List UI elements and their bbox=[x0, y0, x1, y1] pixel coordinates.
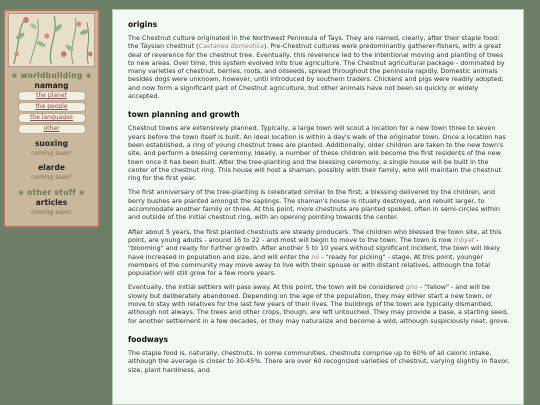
nav-link-the-people[interactable]: the people bbox=[18, 102, 86, 112]
text-span: - "fallow" - and will be slowly but deliberately abandoned. Depending on the age of the population, they may either start a new town, or move to stay with relatives for the last few years of their lives. The buildings of the town are typically dismantled, although not always. The trees and other crops, though, are left untouched. They may provide a base, a starting seed, for another settlement in a few decades, or they may naturalize and become a wild, although suspiciously neat, grove. bbox=[128, 283, 510, 325]
section-heading-town-planning: town planning and growth bbox=[128, 110, 240, 120]
other-stuff-title bbox=[5, 188, 98, 198]
native-term: mbyat bbox=[453, 235, 475, 244]
paragraph bbox=[128, 283, 511, 324]
nav-link-the-planet[interactable]: the planet bbox=[18, 91, 86, 101]
text-span: After about 5 years, the first planted chestnuts are steady producers. The children who blessed the town site, at this point, are young adults - around 16 to 22 - and most will begin to move to the town. The town is now bbox=[128, 227, 502, 244]
text-span: Eventually, the initial settlers will pass away. At this point, the town will be considered bbox=[128, 283, 406, 292]
paragraph: Chestnut towns are extensively planned. Typically, a large town will scout a location for a new town three to seven years before the town itself is built. An ideal location is within a day's walk of the originator town. Once a location has been established, a ring of young chestnut trees are planted. Additionally, older children are taken to the new town's site, and perform a blessing ceremony. Ideally, a number of these children will become the first residents of the new town once it has been built. After the tree-planting and the blessing ceremony, a single house will be built in the center of the chestnut ring. This house will host a shaman, possibly with their family, who will maintain the chestnut ring for the first year. bbox=[128, 124, 506, 183]
paragraph bbox=[128, 228, 511, 278]
text-span: - "blooming" and ready for further growth. After another 5 to 10 years without significant incident, the town will likely have increased in population and size, and will enter the bbox=[128, 235, 500, 261]
section-town-planning bbox=[128, 110, 511, 325]
scientific-name: Castanea domestica bbox=[198, 42, 264, 51]
coming-soon-label: coming soon! bbox=[31, 174, 72, 181]
section-heading-foodways: foodways bbox=[128, 334, 169, 344]
nation-heading: namang bbox=[34, 81, 69, 90]
site-title bbox=[5, 71, 98, 81]
group-heading-suoxing: suoxing bbox=[34, 139, 69, 148]
native-term: gho bbox=[405, 283, 418, 292]
text-span: - "ready for picking" - stage. At this point, younger members of the community may move away to live with their spouse or with distant relatives, although the total population will still grow for a few more years. bbox=[128, 252, 491, 278]
section-origins bbox=[128, 20, 511, 100]
text-span: The Chestnut culture originated in the Northwest Peninsula of Tays. They are named, clearly, after their staple food: the Taysian chestnut ( bbox=[128, 34, 500, 51]
section-heading-origins: origins bbox=[128, 20, 158, 29]
sidebar bbox=[3, 9, 100, 228]
flower-icon: ❀ bbox=[18, 189, 25, 197]
flower-icon: ❀ bbox=[11, 72, 18, 80]
nav-link-the-languages[interactable]: the languages bbox=[18, 113, 86, 123]
paragraph: The staple food is, naturally, chestnuts. In some communities, chestnuts comprise up to 60% of all caloric intake, although the average is closer to 30-45%. There are over 60 recognized varieties of chestnut, varying slightly in flavor, size, plant hardiness, and bbox=[128, 348, 510, 374]
flower-icon: ❀ bbox=[85, 72, 92, 80]
articles-heading: articles bbox=[35, 198, 68, 207]
sidebar-banner-illustration bbox=[8, 13, 95, 67]
coming-soon-label: coming soon! bbox=[31, 150, 72, 157]
floral-vine-illustration bbox=[9, 14, 94, 66]
paragraph: The first anniversary of the tree-planting is celebrated similar to the first; a blessing delivered by the children, and berry bushes are planted amongst the saplings. The shaman's house is ritually destroyed, and rebuilt larger, to accommodate another family or three. At this point, more chestnuts are planted spoked, often in semi-circles within and outside of the initial chestnut ring, with an opening pointing towards the center. bbox=[128, 188, 500, 222]
group-heading-elarde: elarde bbox=[38, 163, 65, 172]
section-foodways bbox=[128, 335, 511, 374]
paragraph bbox=[128, 34, 511, 100]
coming-soon-label: coming soon! bbox=[31, 209, 72, 216]
main-content bbox=[112, 9, 524, 405]
nav-link-other[interactable]: other bbox=[18, 124, 86, 134]
flower-icon: ❀ bbox=[78, 189, 85, 197]
site-title-text: worldbuilding bbox=[20, 71, 83, 80]
native-term: nó bbox=[311, 252, 320, 261]
text-span: ). Pre-Chestnut cultures were predominantly gatherer-fishers, with a great deal of reverence for the chestnut tree. Eventually, this reverence led to the intentional moving and planting of trees to new areas. Over time, this system evolved into true agriculture. The Chestnut agricultural package - dominated by many varieties of chestnut, berries, roots, and oilseeds, spread throughout the peninsula rapidly. Domestic animals besides dogs were unknown, however, until introduced by southern traders. Chickens and pigs were readily adopted, and now form a significant part of Chestnut agriculture, but other animals have not been so quickly or widely accepted. bbox=[128, 42, 505, 101]
other-stuff-title-text: other stuff bbox=[27, 188, 76, 197]
